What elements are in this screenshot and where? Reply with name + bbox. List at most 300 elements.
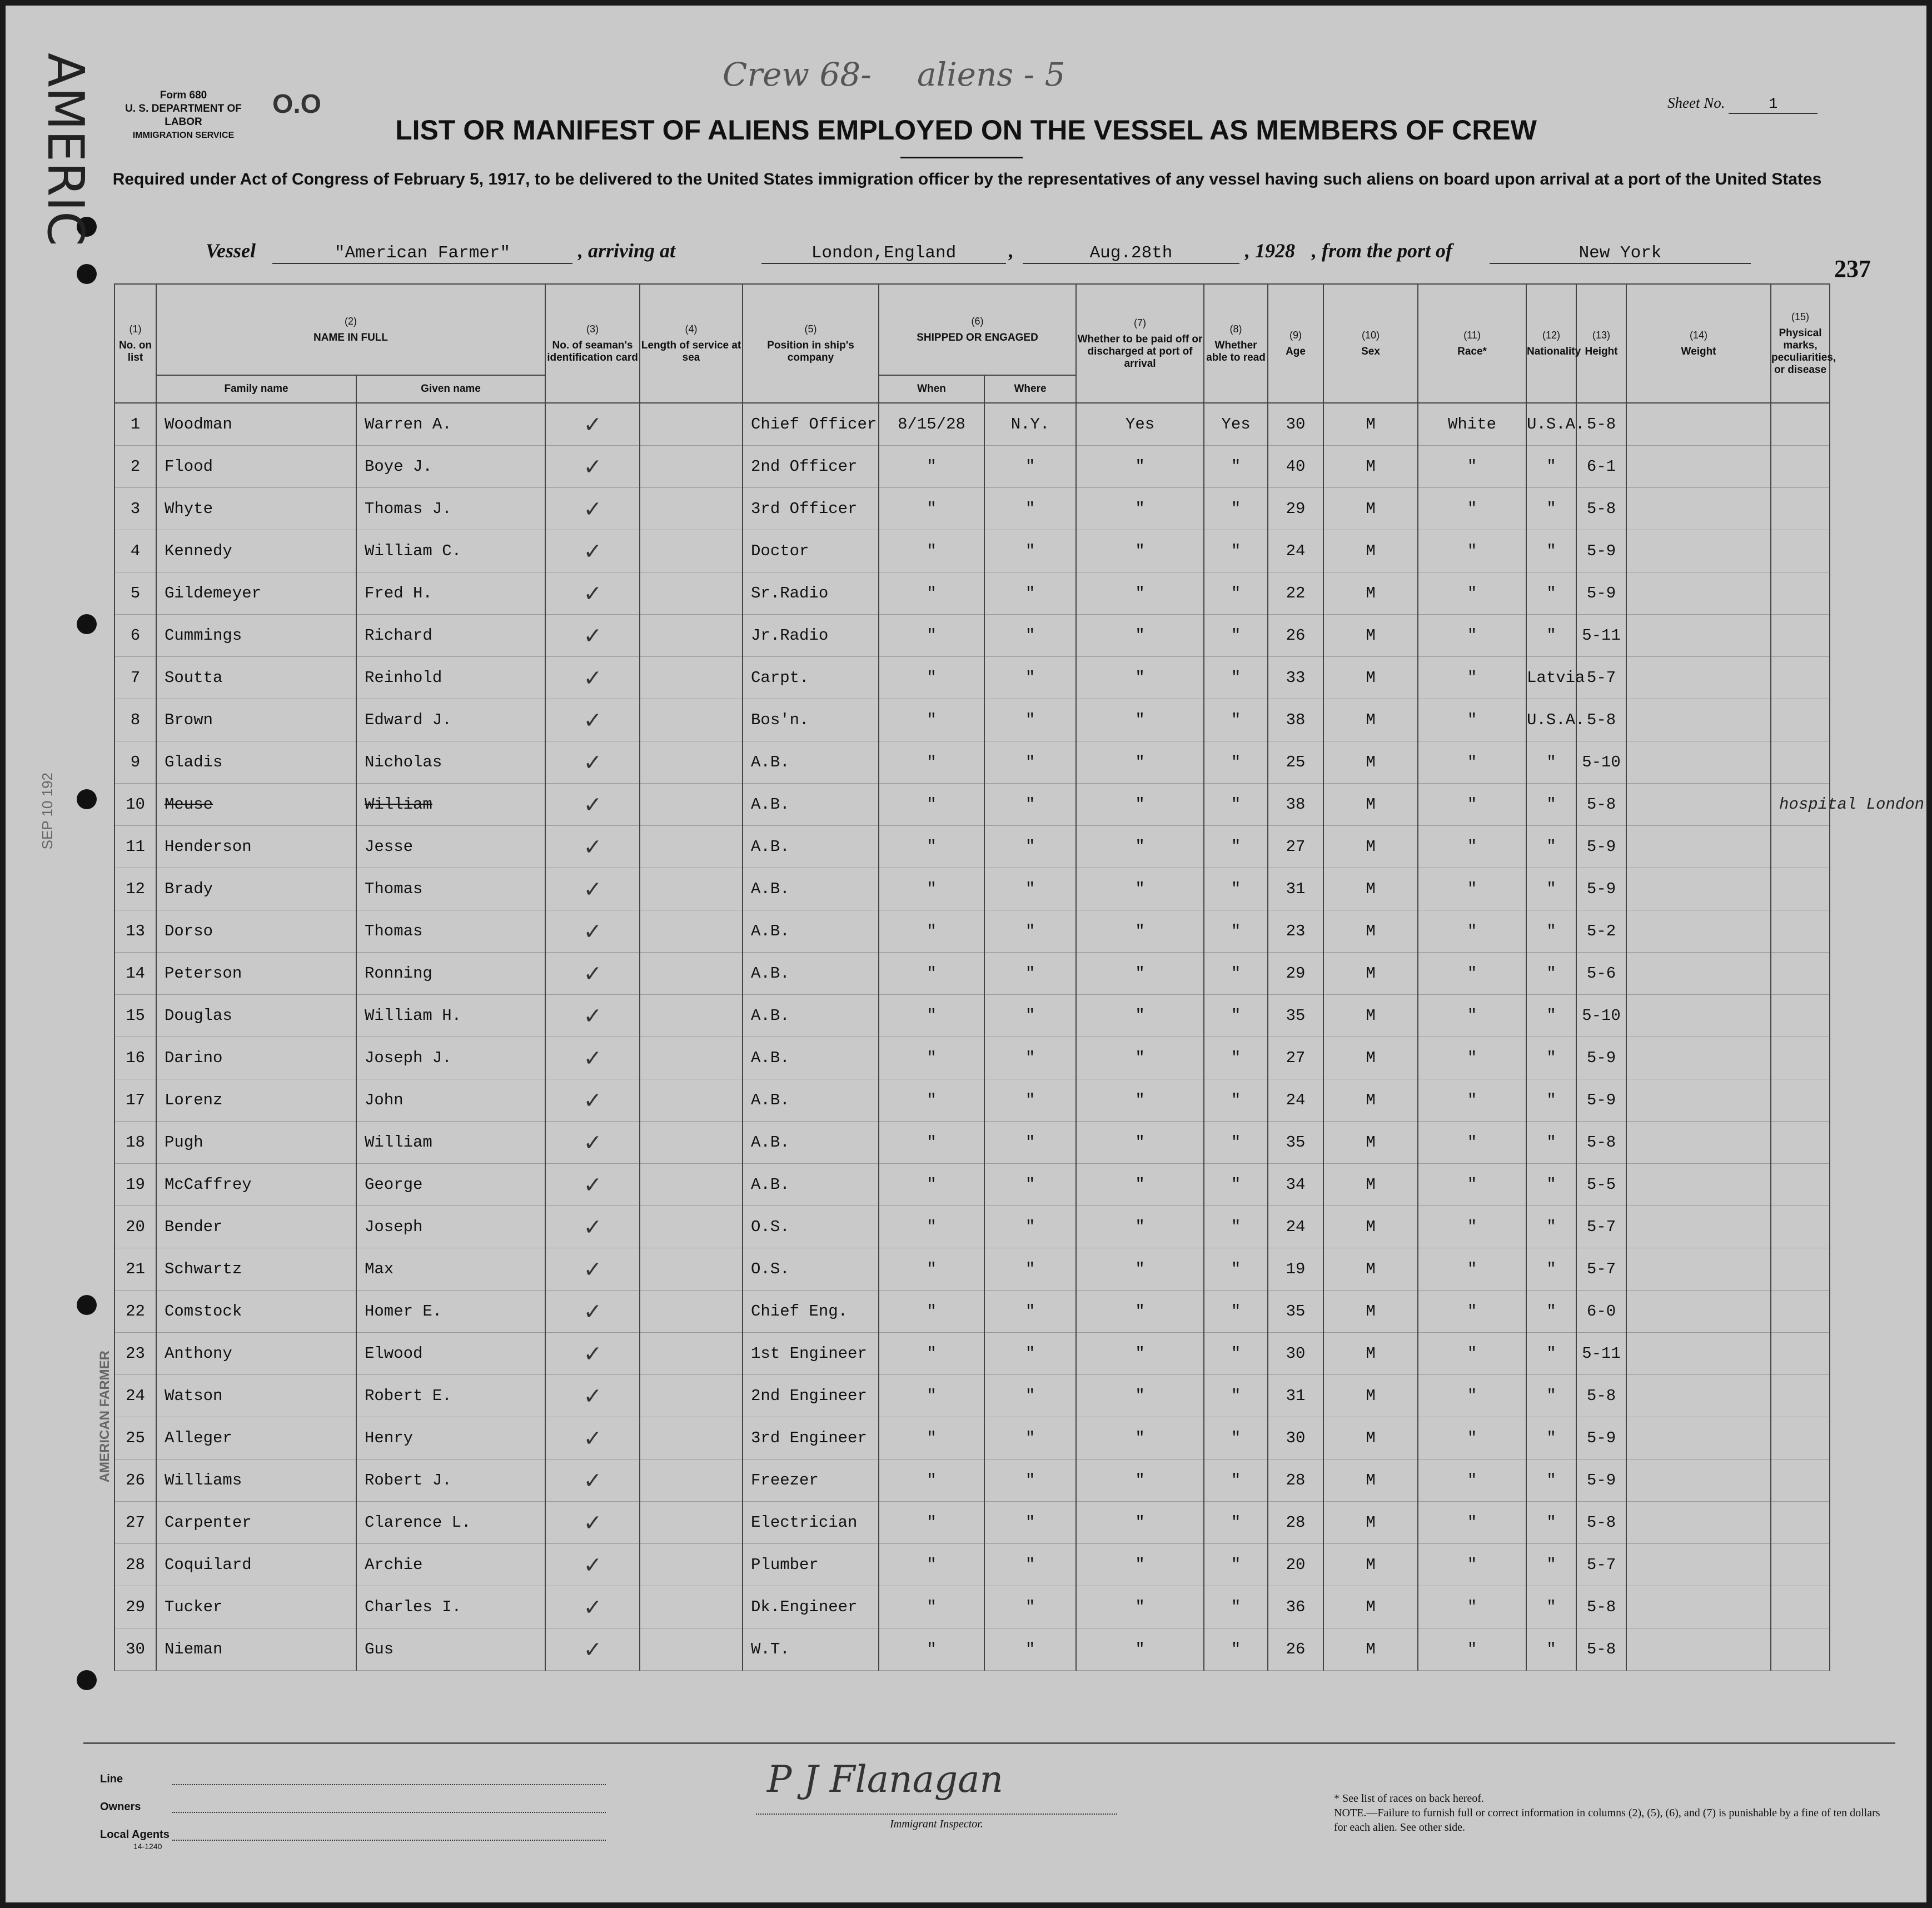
- physical-marks-cell: [1771, 1417, 1830, 1459]
- physical-marks-cell: [1771, 1248, 1830, 1291]
- sex-cell: M: [1323, 1459, 1418, 1502]
- row-number-cell: 13: [114, 910, 156, 953]
- able-to-read-cell: ": [1204, 868, 1268, 910]
- position-cell: A.B.: [743, 953, 879, 995]
- physical-marks-cell: [1771, 1544, 1830, 1586]
- agents-field: [172, 1840, 606, 1841]
- paid-off-cell: ": [1076, 910, 1204, 953]
- position-cell: Electrician: [743, 1502, 879, 1544]
- shipped-where-cell: ": [984, 1079, 1076, 1122]
- given-name-cell: Clarence L.: [356, 1502, 545, 1544]
- position-cell: A.B.: [743, 1037, 879, 1079]
- race-cell: ": [1418, 699, 1526, 741]
- col-sex: (10) Sex: [1323, 284, 1418, 403]
- id-card-check-cell: ✓: [545, 1417, 640, 1459]
- able-to-read-cell: ": [1204, 1164, 1268, 1206]
- vessel-info-line: [206, 239, 1751, 267]
- shipped-where-cell: ": [984, 1333, 1076, 1375]
- family-name-cell: Dorso: [156, 910, 356, 953]
- nationality-cell: ": [1526, 1417, 1576, 1459]
- row-number-cell: 30: [114, 1628, 156, 1671]
- race-cell: ": [1418, 657, 1526, 699]
- inspector-label: Immigrant Inspector.: [756, 1814, 1117, 1831]
- given-name-cell: Ronning: [356, 953, 545, 995]
- nationality-cell: ": [1526, 1586, 1576, 1628]
- physical-marks-cell: [1771, 995, 1830, 1037]
- comma-1: ,: [1009, 240, 1014, 262]
- id-card-check-cell: ✓: [545, 868, 640, 910]
- family-name-cell: Brady: [156, 868, 356, 910]
- position-cell: Doctor: [743, 530, 879, 572]
- position-cell: W.T.: [743, 1628, 879, 1671]
- age-cell: 19: [1268, 1248, 1323, 1291]
- family-name-cell: Carpenter: [156, 1502, 356, 1544]
- shipped-when-cell: ": [879, 910, 984, 953]
- position-cell: A.B.: [743, 1079, 879, 1122]
- shipped-where-cell: ": [984, 910, 1076, 953]
- shipped-where-cell: ": [984, 1037, 1076, 1079]
- physical-marks-cell: [1771, 1122, 1830, 1164]
- col-race: (11) Race*: [1418, 284, 1526, 403]
- position-cell: Jr.Radio: [743, 615, 879, 657]
- service: IMMIGRATION SERVICE: [132, 131, 235, 140]
- paid-off-cell: ": [1076, 784, 1204, 826]
- height-cell: 5-8: [1576, 699, 1626, 741]
- race-cell: ": [1418, 1333, 1526, 1375]
- service-length-cell: [640, 1037, 743, 1079]
- sex-cell: M: [1323, 1079, 1418, 1122]
- position-cell: 2nd Engineer: [743, 1375, 879, 1417]
- height-cell: 5-2: [1576, 910, 1626, 953]
- race-cell: ": [1418, 1544, 1526, 1586]
- id-card-check-cell: ✓: [545, 1291, 640, 1333]
- shipped-when-cell: ": [879, 1206, 984, 1248]
- line-field: [172, 1784, 606, 1785]
- nationality-cell: ": [1526, 488, 1576, 530]
- shipped-when-cell: ": [879, 657, 984, 699]
- table-row: [114, 403, 1830, 446]
- shipped-when-cell: ": [879, 1502, 984, 1544]
- col-no: (1) No. on list: [114, 284, 156, 403]
- row-number-cell: 14: [114, 953, 156, 995]
- race-cell: White: [1418, 403, 1526, 446]
- document-title: LIST OR MANIFEST OF ALIENS EMPLOYED ON THE VESSEL AS MEMBERS OF CREW: [395, 114, 1537, 146]
- physical-marks-cell: [1771, 488, 1830, 530]
- given-name-cell: Henry: [356, 1417, 545, 1459]
- sex-cell: M: [1323, 1333, 1418, 1375]
- shipped-where-cell: ": [984, 572, 1076, 615]
- service-length-cell: [640, 784, 743, 826]
- position-cell: 1st Engineer: [743, 1333, 879, 1375]
- shipped-where-cell: ": [984, 995, 1076, 1037]
- row-number-cell: 4: [114, 530, 156, 572]
- physical-marks-cell: [1771, 1206, 1830, 1248]
- able-to-read-cell: ": [1204, 1417, 1268, 1459]
- able-to-read-cell: ": [1204, 699, 1268, 741]
- nationality-cell: ": [1526, 995, 1576, 1037]
- age-cell: 23: [1268, 910, 1323, 953]
- paid-off-cell: ": [1076, 826, 1204, 868]
- weight-cell: [1626, 615, 1771, 657]
- id-card-check-cell: ✓: [545, 910, 640, 953]
- family-name-cell: Kennedy: [156, 530, 356, 572]
- height-cell: 5-9: [1576, 1459, 1626, 1502]
- table-row: [114, 615, 1830, 657]
- physical-marks-cell: [1771, 826, 1830, 868]
- service-length-cell: [640, 657, 743, 699]
- age-cell: 31: [1268, 1375, 1323, 1417]
- department: U. S. DEPARTMENT OF LABOR: [125, 103, 242, 128]
- id-card-check-cell: ✓: [545, 1333, 640, 1375]
- row-number-cell: 8: [114, 699, 156, 741]
- able-to-read-cell: ": [1204, 1586, 1268, 1628]
- weight-cell: [1626, 1459, 1771, 1502]
- table-row: [114, 1164, 1830, 1206]
- shipped-when-cell: ": [879, 1164, 984, 1206]
- service-length-cell: [640, 953, 743, 995]
- weight-cell: [1626, 910, 1771, 953]
- row-number-cell: 19: [114, 1164, 156, 1206]
- sex-cell: M: [1323, 1544, 1418, 1586]
- able-to-read-cell: ": [1204, 910, 1268, 953]
- family-name-cell: Nieman: [156, 1628, 356, 1671]
- height-cell: 5-9: [1576, 1079, 1626, 1122]
- sex-cell: M: [1323, 1248, 1418, 1291]
- nationality-cell: ": [1526, 1164, 1576, 1206]
- nationality-cell: ": [1526, 1291, 1576, 1333]
- nationality-cell: U.S.A.: [1526, 699, 1576, 741]
- arrival-date: Aug.28th: [1023, 243, 1239, 264]
- shipped-when-cell: ": [879, 1586, 984, 1628]
- service-length-cell: [640, 615, 743, 657]
- nationality-cell: ": [1526, 784, 1576, 826]
- height-cell: 5-8: [1576, 1502, 1626, 1544]
- nationality-cell: ": [1526, 1333, 1576, 1375]
- document-subtitle: Required under Act of Congress of February 5, 1917, to be delivered to the United States immigration officer by the representatives of any vessel having such aliens on board upon arrival at a port of the United States: [112, 170, 1822, 188]
- id-card-check-cell: ✓: [545, 446, 640, 488]
- height-cell: 5-7: [1576, 1248, 1626, 1291]
- weight-cell: [1626, 1291, 1771, 1333]
- physical-marks-cell: [1771, 403, 1830, 446]
- row-number-cell: 2: [114, 446, 156, 488]
- able-to-read-cell: ": [1204, 741, 1268, 784]
- row-number-cell: 6: [114, 615, 156, 657]
- family-name-cell: McCaffrey: [156, 1164, 356, 1206]
- able-to-read-cell: ": [1204, 784, 1268, 826]
- form-code: 14-1240: [133, 1842, 162, 1851]
- race-cell: ": [1418, 446, 1526, 488]
- service-length-cell: [640, 1459, 743, 1502]
- age-cell: 35: [1268, 1122, 1323, 1164]
- paid-off-cell: ": [1076, 1417, 1204, 1459]
- id-card-check-cell: ✓: [545, 615, 640, 657]
- race-cell: ": [1418, 1079, 1526, 1122]
- id-card-check-cell: ✓: [545, 1122, 640, 1164]
- height-cell: 5-9: [1576, 530, 1626, 572]
- row-number-cell: 26: [114, 1459, 156, 1502]
- age-cell: 26: [1268, 615, 1323, 657]
- paid-off-cell: ": [1076, 1375, 1204, 1417]
- title-underline: [900, 157, 1023, 158]
- paid-off-cell: ": [1076, 995, 1204, 1037]
- id-card-check-cell: ✓: [545, 572, 640, 615]
- given-name-cell: William: [356, 1122, 545, 1164]
- service-length-cell: [640, 995, 743, 1037]
- height-cell: 6-1: [1576, 446, 1626, 488]
- shipped-when-cell: ": [879, 446, 984, 488]
- weight-cell: [1626, 1333, 1771, 1375]
- shipped-where-cell: ": [984, 530, 1076, 572]
- service-length-cell: [640, 530, 743, 572]
- row-number-cell: 20: [114, 1206, 156, 1248]
- weight-cell: [1626, 1544, 1771, 1586]
- position-cell: A.B.: [743, 1122, 879, 1164]
- crew-rows: [114, 403, 1925, 1671]
- shipped-where-cell: ": [984, 868, 1076, 910]
- sex-cell: M: [1323, 403, 1418, 446]
- family-name-cell: Pugh: [156, 1122, 356, 1164]
- weight-cell: [1626, 446, 1771, 488]
- position-cell: Freezer: [743, 1459, 879, 1502]
- service-length-cell: [640, 403, 743, 446]
- position-cell: O.S.: [743, 1206, 879, 1248]
- footer: [83, 1742, 1895, 1889]
- col-when: When: [879, 375, 984, 403]
- family-name-cell: Soutta: [156, 657, 356, 699]
- family-name-cell: Meuse: [156, 784, 356, 826]
- paid-off-cell: ": [1076, 1628, 1204, 1671]
- service-length-cell: [640, 572, 743, 615]
- id-card-check-cell: ✓: [545, 403, 640, 446]
- position-cell: A.B.: [743, 826, 879, 868]
- col-read: (8) Whether able to read: [1204, 284, 1268, 403]
- sex-cell: M: [1323, 572, 1418, 615]
- shipped-when-cell: ": [879, 1291, 984, 1333]
- height-cell: 5-8: [1576, 1122, 1626, 1164]
- age-cell: 35: [1268, 995, 1323, 1037]
- col-given-name: Given name: [356, 375, 545, 403]
- weight-cell: [1626, 1502, 1771, 1544]
- arriving-label: , arriving at: [578, 240, 676, 262]
- shipped-when-cell: ": [879, 1037, 984, 1079]
- service-length-cell: [640, 1248, 743, 1291]
- row-number-cell: 9: [114, 741, 156, 784]
- position-cell: Carpt.: [743, 657, 879, 699]
- given-name-cell: Elwood: [356, 1333, 545, 1375]
- weight-cell: [1626, 1586, 1771, 1628]
- row-number-cell: 18: [114, 1122, 156, 1164]
- sheet-label: Sheet No.: [1667, 94, 1725, 111]
- vessel-stamp: AMERICAN FARMER: [97, 1351, 112, 1483]
- height-cell: 5-11: [1576, 615, 1626, 657]
- id-card-check-cell: ✓: [545, 530, 640, 572]
- family-name-cell: Gildemeyer: [156, 572, 356, 615]
- height-cell: 5-8: [1576, 1586, 1626, 1628]
- shipped-where-cell: ": [984, 446, 1076, 488]
- punch-hole: [77, 1670, 97, 1690]
- shipped-where-cell: ": [984, 1459, 1076, 1502]
- height-cell: 5-8: [1576, 1375, 1626, 1417]
- table-row: [114, 1333, 1830, 1375]
- row-number-cell: 21: [114, 1248, 156, 1291]
- age-cell: 27: [1268, 826, 1323, 868]
- nationality-cell: ": [1526, 910, 1576, 953]
- col-name: (2) NAME IN FULL: [156, 284, 545, 375]
- paid-off-cell: ": [1076, 699, 1204, 741]
- paid-off-cell: ": [1076, 1206, 1204, 1248]
- given-name-cell: Joseph: [356, 1206, 545, 1248]
- race-cell: ": [1418, 1037, 1526, 1079]
- col-height: (13) Height: [1576, 284, 1626, 403]
- shipped-when-cell: 8/15/28: [879, 403, 984, 446]
- family-name-cell: Lorenz: [156, 1079, 356, 1122]
- able-to-read-cell: ": [1204, 1459, 1268, 1502]
- id-card-check-cell: ✓: [545, 1544, 640, 1586]
- crew-table: [114, 283, 1925, 1671]
- col-nationality: (12) Nationality: [1526, 284, 1576, 403]
- service-length-cell: [640, 1502, 743, 1544]
- shipped-where-cell: ": [984, 1248, 1076, 1291]
- race-cell: ": [1418, 1586, 1526, 1628]
- sex-cell: M: [1323, 615, 1418, 657]
- age-cell: 22: [1268, 572, 1323, 615]
- paid-off-cell: ": [1076, 1544, 1204, 1586]
- nationality-cell: U.S.A.: [1526, 403, 1576, 446]
- table-row: [114, 530, 1830, 572]
- shipped-when-cell: ": [879, 1079, 984, 1122]
- age-cell: 24: [1268, 530, 1323, 572]
- nationality-cell: ": [1526, 741, 1576, 784]
- id-card-check-cell: ✓: [545, 1502, 640, 1544]
- shipped-where-cell: ": [984, 784, 1076, 826]
- table-row: [114, 488, 1830, 530]
- service-length-cell: [640, 1417, 743, 1459]
- race-cell: ": [1418, 1291, 1526, 1333]
- service-length-cell: [640, 1375, 743, 1417]
- nationality-cell: ": [1526, 530, 1576, 572]
- age-cell: 24: [1268, 1079, 1323, 1122]
- family-name-cell: Anthony: [156, 1333, 356, 1375]
- age-cell: 26: [1268, 1628, 1323, 1671]
- able-to-read-cell: ": [1204, 1291, 1268, 1333]
- sex-cell: M: [1323, 488, 1418, 530]
- position-cell: 3rd Engineer: [743, 1417, 879, 1459]
- given-name-cell: Thomas J.: [356, 488, 545, 530]
- able-to-read-cell: ": [1204, 572, 1268, 615]
- able-to-read-cell: ": [1204, 995, 1268, 1037]
- service-length-cell: [640, 826, 743, 868]
- paid-off-cell: ": [1076, 1037, 1204, 1079]
- age-cell: 30: [1268, 1333, 1323, 1375]
- service-length-cell: [640, 910, 743, 953]
- table-row: [114, 1459, 1830, 1502]
- shipped-when-cell: ": [879, 741, 984, 784]
- shipped-when-cell: ": [879, 699, 984, 741]
- given-name-cell: Nicholas: [356, 741, 545, 784]
- row-number-cell: 11: [114, 826, 156, 868]
- race-cell: ": [1418, 826, 1526, 868]
- sex-cell: M: [1323, 1417, 1418, 1459]
- given-name-cell: Thomas: [356, 868, 545, 910]
- physical-marks-cell: [1771, 615, 1830, 657]
- sex-cell: M: [1323, 741, 1418, 784]
- table-row: [114, 1417, 1830, 1459]
- sex-cell: M: [1323, 1628, 1418, 1671]
- owners-label: Owners: [100, 1801, 141, 1813]
- race-cell: ": [1418, 1206, 1526, 1248]
- id-card-check-cell: ✓: [545, 1586, 640, 1628]
- penalty-note: NOTE.—Failure to furnish full or correct information in columns (2), (5), (6), and (7) is punishable by a fine of ten dollars for each alien. See other side.: [1334, 1807, 1880, 1834]
- table-row: [114, 868, 1830, 910]
- shipped-when-cell: ": [879, 1375, 984, 1417]
- nationality-cell: ": [1526, 1206, 1576, 1248]
- paid-off-cell: ": [1076, 1122, 1204, 1164]
- nationality-cell: ": [1526, 953, 1576, 995]
- age-cell: 28: [1268, 1459, 1323, 1502]
- sex-cell: M: [1323, 910, 1418, 953]
- race-cell: ": [1418, 910, 1526, 953]
- paid-off-cell: ": [1076, 1248, 1204, 1291]
- family-name-cell: Coquilard: [156, 1544, 356, 1586]
- row-number-cell: 15: [114, 995, 156, 1037]
- family-name-cell: Flood: [156, 446, 356, 488]
- table-row: [114, 1502, 1830, 1544]
- physical-marks-cell: [1771, 953, 1830, 995]
- service-length-cell: [640, 1079, 743, 1122]
- table-row: [114, 1248, 1830, 1291]
- family-name-cell: Douglas: [156, 995, 356, 1037]
- table-row: [114, 1122, 1830, 1164]
- given-name-cell: Charles I.: [356, 1586, 545, 1628]
- table-row: [114, 1586, 1830, 1628]
- shipped-where-cell: ": [984, 488, 1076, 530]
- family-name-cell: Peterson: [156, 953, 356, 995]
- service-length-cell: [640, 1333, 743, 1375]
- height-cell: 5-9: [1576, 572, 1626, 615]
- service-length-cell: [640, 1628, 743, 1671]
- shipped-when-cell: ": [879, 868, 984, 910]
- vessel-label: Vessel: [206, 240, 256, 262]
- col-weight: (14) Weight: [1626, 284, 1771, 403]
- id-card-check-cell: ✓: [545, 1037, 640, 1079]
- nationality-cell: ": [1526, 868, 1576, 910]
- sex-cell: M: [1323, 446, 1418, 488]
- race-cell: ": [1418, 868, 1526, 910]
- paid-off-cell: ": [1076, 1164, 1204, 1206]
- sex-cell: M: [1323, 657, 1418, 699]
- nationality-cell: Latvia: [1526, 657, 1576, 699]
- sheet-value: 1: [1729, 96, 1818, 114]
- height-cell: 5-8: [1576, 488, 1626, 530]
- weight-cell: [1626, 741, 1771, 784]
- weight-cell: [1626, 1628, 1771, 1671]
- owners-field: [172, 1812, 606, 1813]
- service-length-cell: [640, 1291, 743, 1333]
- able-to-read-cell: ": [1204, 1248, 1268, 1291]
- shipped-where-cell: ": [984, 1164, 1076, 1206]
- weight-cell: [1626, 530, 1771, 572]
- weight-cell: [1626, 1375, 1771, 1417]
- sex-cell: M: [1323, 995, 1418, 1037]
- paid-off-cell: ": [1076, 1291, 1204, 1333]
- family-name-cell: Whyte: [156, 488, 356, 530]
- given-name-cell: Jesse: [356, 826, 545, 868]
- shipped-where-cell: ": [984, 826, 1076, 868]
- age-cell: 27: [1268, 1037, 1323, 1079]
- service-length-cell: [640, 1544, 743, 1586]
- manifest-document: [6, 6, 1926, 1902]
- shipped-where-cell: ": [984, 953, 1076, 995]
